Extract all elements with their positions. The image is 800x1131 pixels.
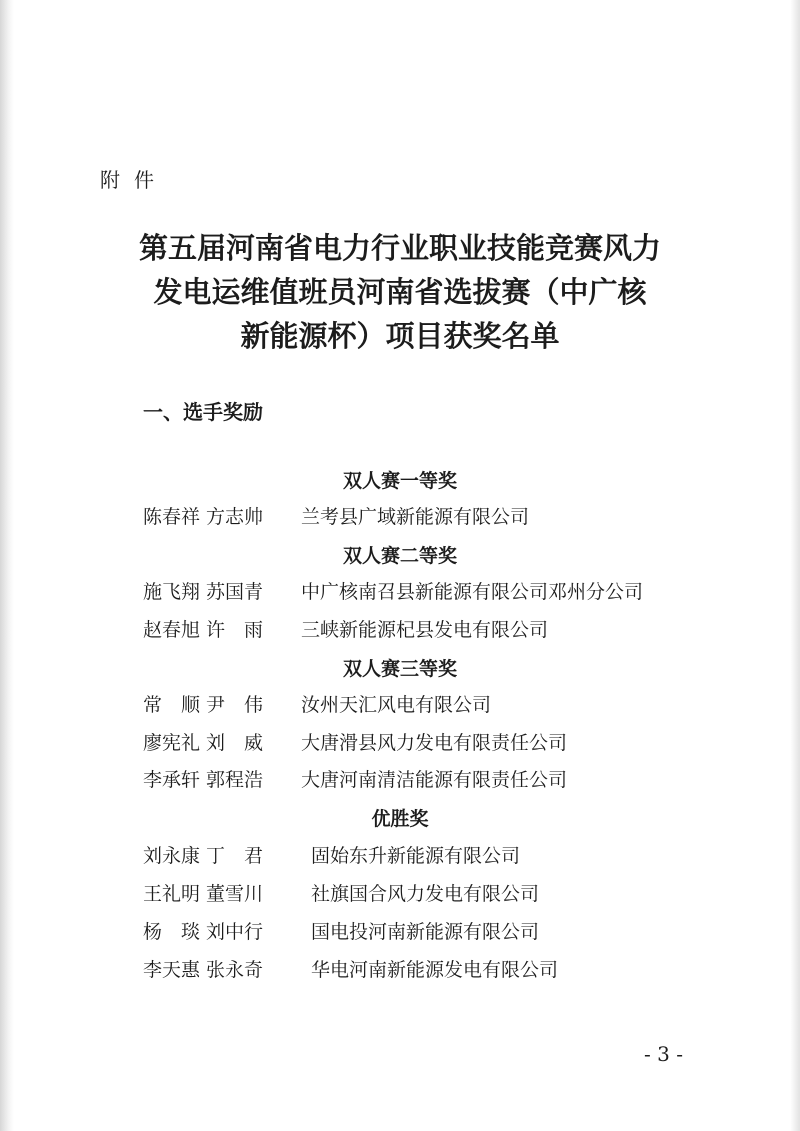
award-title-second-prize: 双人赛二等奖 xyxy=(342,545,457,567)
winner-company: 三峡新能源杞县发电有限公司 xyxy=(301,619,549,641)
document-title xyxy=(100,226,700,358)
winner-company: 兰考县广域新能源有限公司 xyxy=(301,506,530,528)
award-entry xyxy=(143,728,567,758)
award-entry xyxy=(143,765,567,795)
award-title-first-prize: 双人赛一等奖 xyxy=(342,470,457,492)
winner-company: 华电河南新能源发电有限公司 xyxy=(311,959,559,981)
section-heading: 一、选手奖励 xyxy=(143,400,263,424)
winner-names: 廖宪礼 刘 威 xyxy=(143,732,264,754)
title-line-1: 第五届河南省电力行业职业技能竞赛风力 xyxy=(138,231,661,265)
award-entry xyxy=(143,502,529,532)
winner-names: 施飞翔 苏国青 xyxy=(143,581,264,603)
award-entry xyxy=(143,615,548,645)
attachment-label: 附件 xyxy=(100,168,168,192)
award-entry xyxy=(143,879,539,909)
winner-names: 李承轩 郭程浩 xyxy=(143,769,264,791)
title-line-2: 发电运维值班员河南省选拔赛（中广核 xyxy=(153,275,647,309)
page-number: - 3 - xyxy=(644,1042,683,1066)
winner-company: 大唐河南清洁能源有限责任公司 xyxy=(301,769,568,791)
winner-names: 常 顺 尹 伟 xyxy=(143,694,264,716)
winner-company: 大唐滑县风力发电有限责任公司 xyxy=(301,732,568,754)
award-entry xyxy=(143,841,520,871)
award-entry xyxy=(143,690,491,720)
title-line-3: 新能源杯）项目获奖名单 xyxy=(240,319,560,353)
winner-names: 杨 琰 刘中行 xyxy=(143,921,264,943)
winner-names: 赵春旭 许 雨 xyxy=(143,619,264,641)
winner-company: 固始东升新能源有限公司 xyxy=(311,845,521,867)
winner-names: 王礼明 董雪川 xyxy=(143,883,264,905)
winner-company: 汝州天汇风电有限公司 xyxy=(301,694,492,716)
winner-company: 国电投河南新能源有限公司 xyxy=(311,921,540,943)
winner-company: 社旗国合风力发电有限公司 xyxy=(311,883,540,905)
award-entry xyxy=(143,955,558,985)
winner-names: 刘永康 丁 君 xyxy=(143,845,264,867)
award-entry xyxy=(143,577,643,607)
winner-names: 李天惠 张永奇 xyxy=(143,959,264,981)
award-title-third-prize: 双人赛三等奖 xyxy=(342,658,457,680)
winner-names: 陈春祥 方志帅 xyxy=(143,506,264,528)
award-entry xyxy=(143,917,539,947)
winner-company: 中广核南召县新能源有限公司邓州分公司 xyxy=(301,581,644,603)
award-title-merit-prize: 优胜奖 xyxy=(371,808,429,830)
